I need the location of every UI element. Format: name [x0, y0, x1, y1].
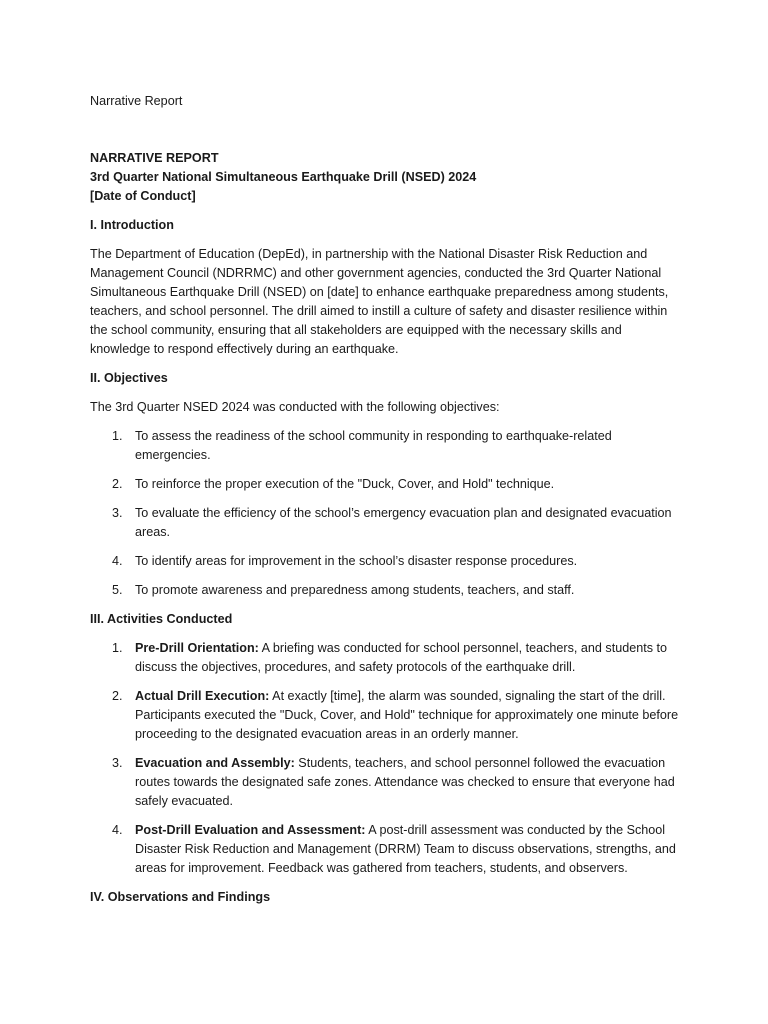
list-item	[90, 687, 680, 744]
list-number: 5.	[112, 583, 123, 597]
list-item	[90, 475, 680, 494]
activity-text: At exactly [time], the alarm was sounded, signaling the start of the drill. Participants executed the "Duck, Cover, and Hold" technique for approximately one minute before proceeding to the designated evacuation areas in an orderly manner.	[135, 689, 679, 741]
list-item	[90, 754, 680, 811]
section-heading-activities: III. Activities Conducted	[90, 612, 233, 626]
list-text: To evaluate the efficiency of the school’s emergency evacuation plan and designated evacuation areas.	[135, 506, 672, 539]
list-item	[90, 427, 680, 465]
activities-list	[90, 639, 680, 878]
list-item	[90, 552, 680, 571]
list-number: 2.	[112, 689, 123, 703]
activity-text: A post-drill assessment was conducted by the School Disaster Risk Reduction and Management (DRRM) Team to discuss observations, strengths, and areas for improvement. Feedback was gathered from teachers, students, and observers.	[135, 823, 676, 875]
list-number: 3.	[112, 506, 123, 520]
list-item	[90, 504, 680, 542]
report-title: NARRATIVE REPORT	[90, 151, 219, 165]
section-heading-introduction: I. Introduction	[90, 218, 174, 232]
running-title: Narrative Report	[90, 94, 183, 108]
activity-text: Students, teachers, and school personnel followed the evacuation routes towards the designated safe zones. Attendance was checked to ensure that everyone had safely evacuated.	[135, 756, 675, 808]
objectives-intro: The 3rd Quarter NSED 2024 was conducted with the following objectives:	[90, 400, 500, 414]
section-heading-objectives: II. Objectives	[90, 371, 168, 385]
report-date: [Date of Conduct]	[90, 189, 196, 203]
activity-label: Post-Drill Evaluation and Assessment:	[135, 823, 366, 837]
document-body	[90, 92, 680, 917]
introduction-paragraph: The Department of Education (DepEd), in partnership with the National Disaster Risk Reduction and Management Council (NDRRMC) and other government agencies, conducted the 3rd Quarter National Simultaneous Earthquake Drill (NSED) on [date] to enhance earthquake preparedness among students, teachers, and school personnel. The drill aimed to instill a culture of safety and disaster resilience within the school community, ensuring that all stakeholders are equipped with the necessary skills and knowledge to respond effectively during an earthquake.	[90, 247, 669, 356]
list-number: 4.	[112, 823, 123, 837]
list-item	[90, 821, 680, 878]
list-number: 1.	[112, 429, 123, 443]
list-number: 1.	[112, 641, 123, 655]
list-text: To assess the readiness of the school community in responding to earthquake-related emergencies.	[135, 429, 612, 462]
objectives-list	[90, 427, 680, 600]
list-number: 3.	[112, 756, 123, 770]
activity-text: A briefing was conducted for school personnel, teachers, and students to discuss the objectives, procedures, and safety protocols of the earthquake drill.	[135, 641, 668, 674]
report-subtitle: 3rd Quarter National Simultaneous Earthquake Drill (NSED) 2024	[90, 170, 477, 184]
list-item	[90, 639, 680, 677]
section-heading-observations: IV. Observations and Findings	[90, 890, 271, 904]
list-number: 2.	[112, 477, 123, 491]
list-text: To identify areas for improvement in the school’s disaster response procedures.	[135, 554, 578, 568]
list-number: 4.	[112, 554, 123, 568]
report-heading	[90, 149, 680, 206]
list-text: To reinforce the proper execution of the "Duck, Cover, and Hold" technique.	[135, 477, 555, 491]
activity-label: Actual Drill Execution:	[135, 689, 270, 703]
activity-label: Pre-Drill Orientation:	[135, 641, 259, 655]
list-item	[90, 581, 680, 600]
activity-label: Evacuation and Assembly:	[135, 756, 295, 770]
list-text: To promote awareness and preparedness among students, teachers, and staff.	[135, 583, 575, 597]
